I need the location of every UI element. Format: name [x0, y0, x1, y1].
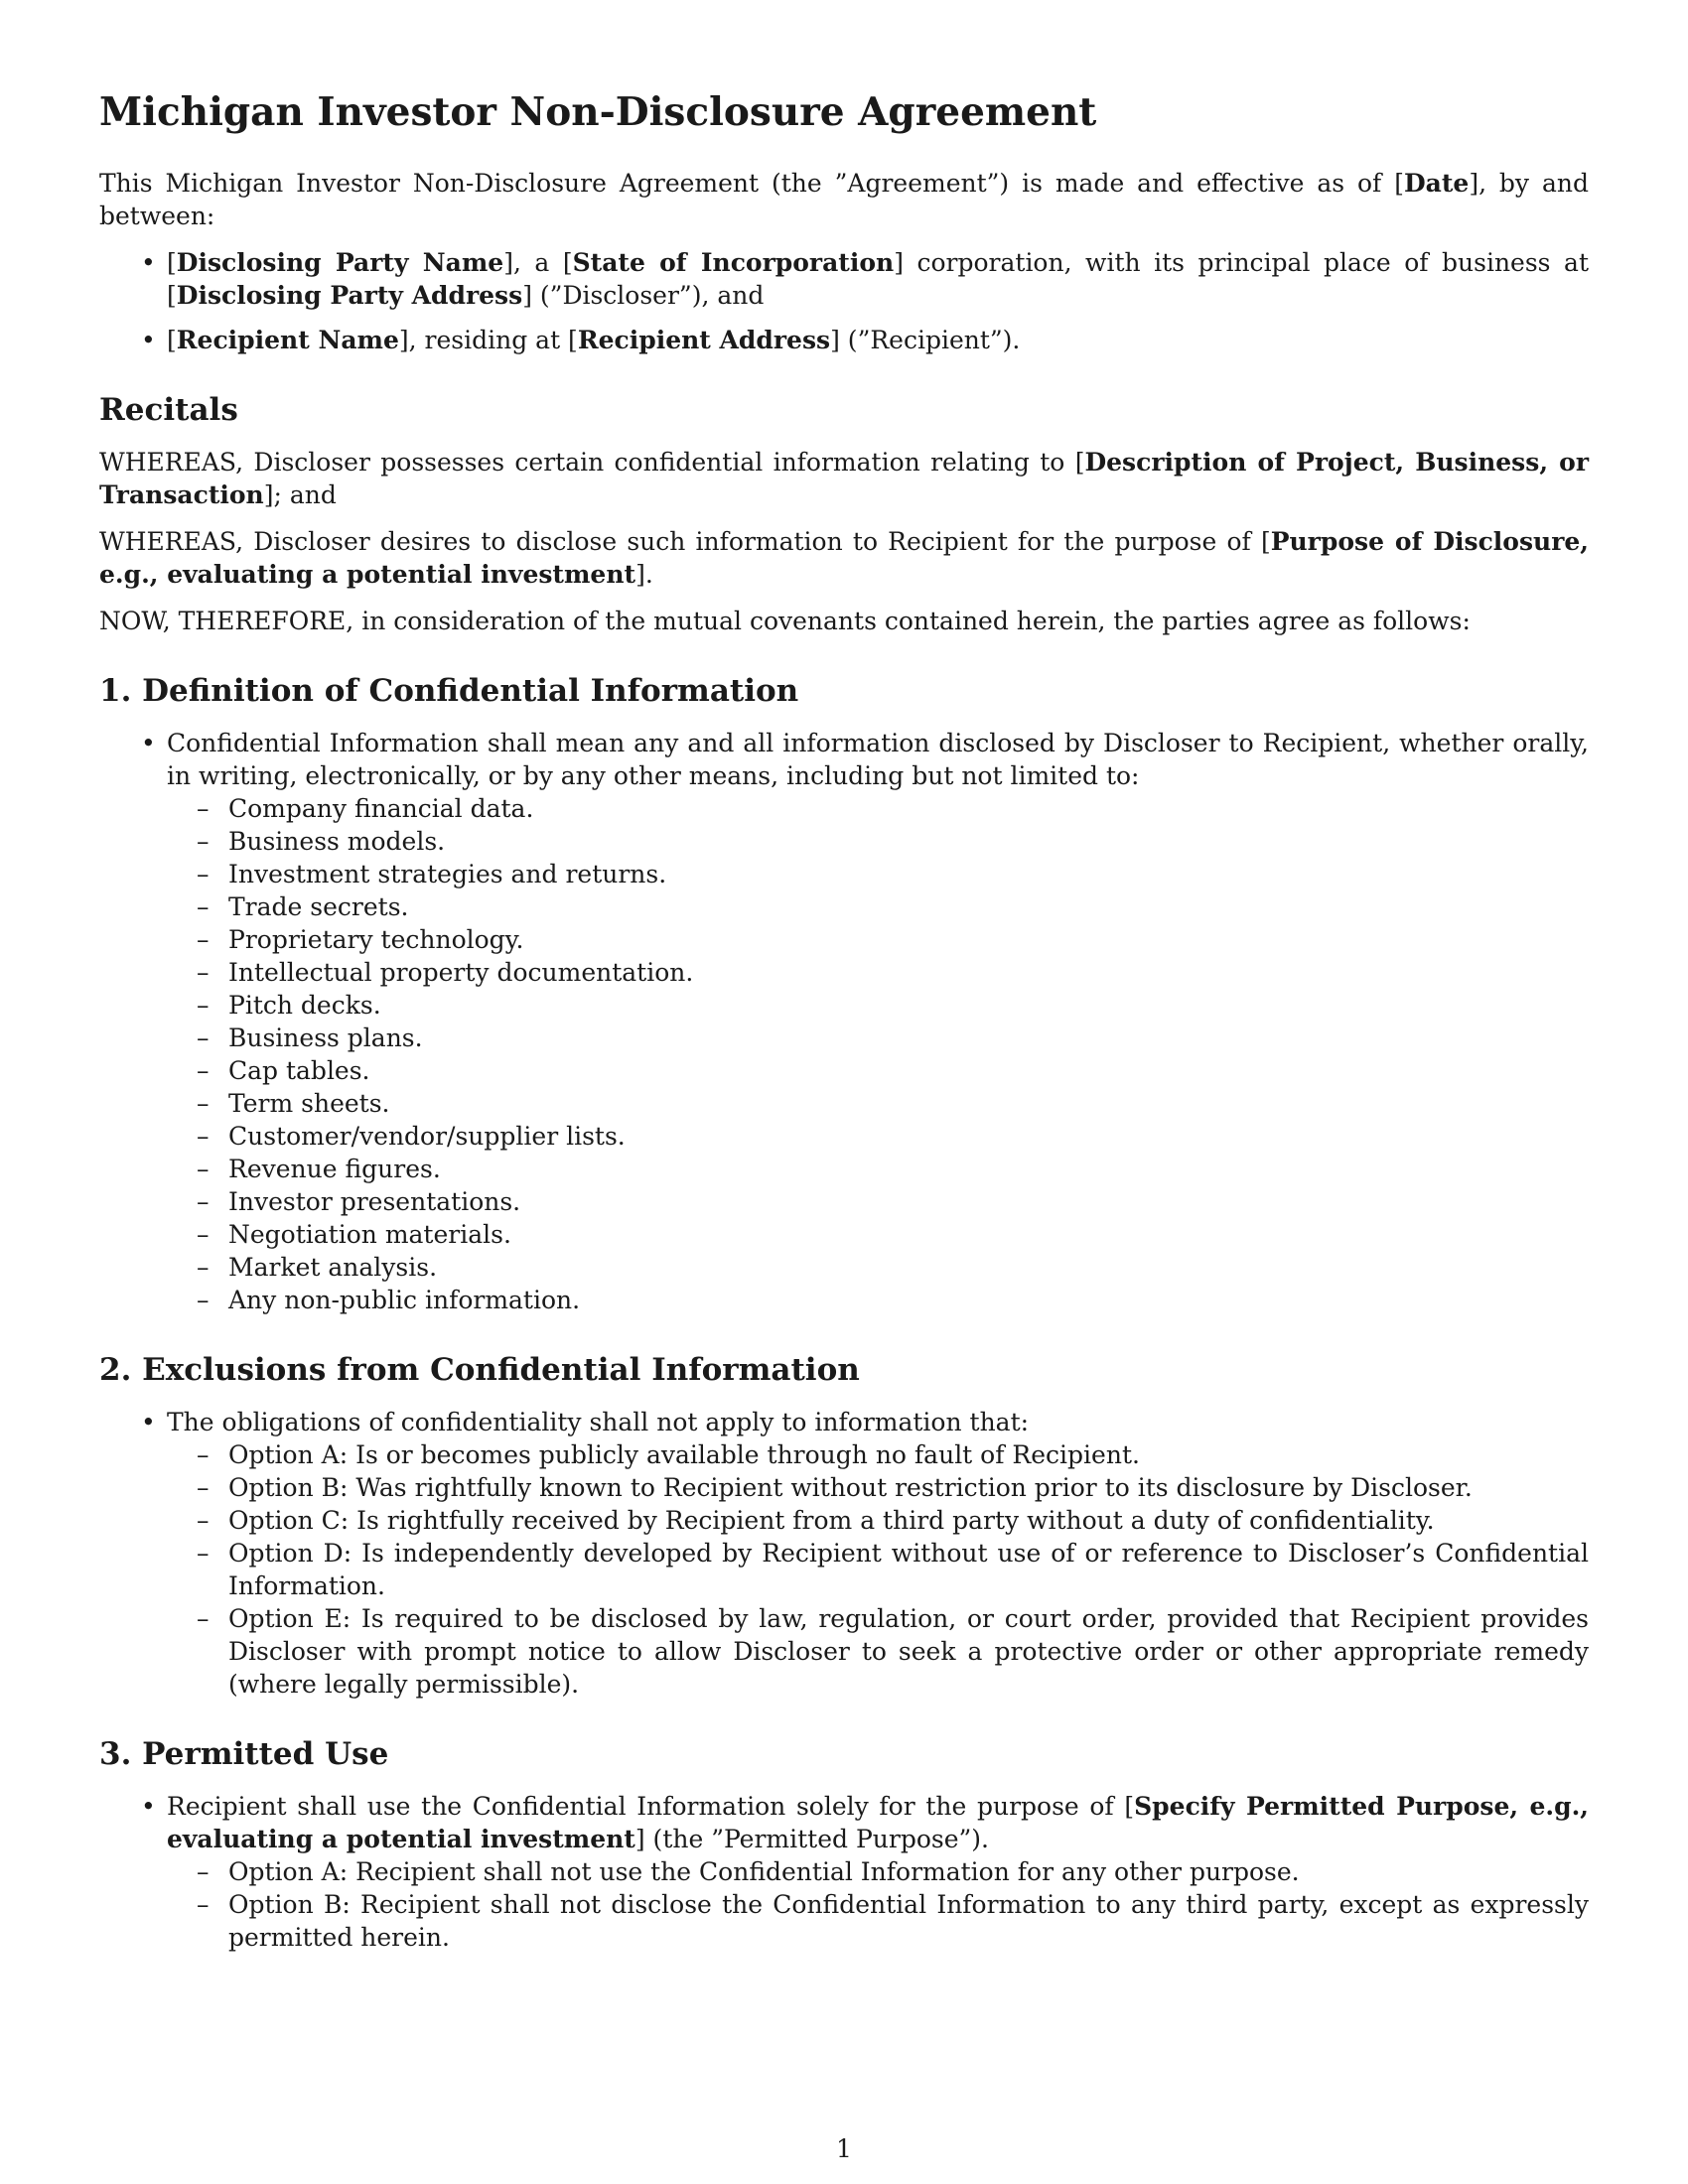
discloser-party-item: • [Disclosing Party Name], a [State of Incorporation] corporation, with its principal place of business at [Disclosing Party Address] (”Discloser”), and — [99, 246, 1589, 312]
list-item: – Option E: Is required to be disclosed by law, regulation, or court order, provided that Recipient provides Discloser with prompt notice to allow Discloser to seek a protective order or other appropriate remedy (where legally permissible). — [167, 1602, 1589, 1701]
section-3-list — [99, 1790, 1589, 1954]
purpose-placeholder: Purpose of Disclosure, e.g., evaluating a potential investment — [99, 527, 1589, 589]
list-item: – Market analysis. — [167, 1251, 1589, 1284]
list-item: – Cap tables. — [167, 1054, 1589, 1087]
recital-1: WHEREAS, Discloser possesses certain confidential information relating to [Description of Project, Business, or Transaction]; and — [99, 448, 1589, 509]
list-item: – Intellectual property documentation. — [167, 956, 1589, 989]
description-placeholder: Description of Project, Business, or Transaction — [99, 448, 1589, 509]
list-item: – Negotiation materials. — [167, 1218, 1589, 1251]
list-item: – Option C: Is rightfully received by Recipient from a third party without a duty of confidentiality. — [167, 1504, 1589, 1537]
discloser-name-placeholder: Disclosing Party Name — [176, 248, 504, 277]
section-2-item: • The obligations of confidentiality shall not apply to information that: – Option A: Is or becomes publicly available through no fault of Recipient. – Option B: Was rightfully known to Recipient without restriction prior to its disclosure by Discloser. – Option C: Is rightfully received by Recipient from a third party without a duty of confidentiality. – Option D: Is independently developed by Recipient without use of or reference to Discloser’s Confidential Information. – Option E: Is required to be disclosed by law, regulation, or court order, provided that Recipient provides Discloser with prompt notice to allow Discloser to seek a protective order or other appropriate remedy (where legally permissible). — [99, 1406, 1589, 1701]
section-1-list — [99, 727, 1589, 1316]
list-item: – Investor presentations. — [167, 1185, 1589, 1218]
discloser-address-placeholder: Disclosing Party Address — [176, 281, 523, 310]
list-item: – Any non-public information. — [167, 1284, 1589, 1316]
section-1-sublist — [167, 792, 1589, 1316]
document-title: Michigan Investor Non-Disclosure Agreement — [99, 89, 1097, 135]
list-item: – Trade secrets. — [167, 890, 1589, 923]
recitals-heading: Recitals — [99, 392, 238, 428]
recital-2: WHEREAS, Discloser desires to disclose such information to Recipient for the purpose of [Purpose of Disclosure, e.g., evaluating a potential investment]. — [99, 527, 1589, 589]
permitted-purpose-placeholder: Specify Permitted Purpose, e.g., evaluating a potential investment — [167, 1792, 1589, 1853]
list-item: – Option A: Recipient shall not use the Confidential Information for any other purpose. — [167, 1855, 1589, 1888]
list-item: – Company financial data. — [167, 792, 1589, 825]
list-item: – Proprietary technology. — [167, 923, 1589, 956]
section-2-list — [99, 1406, 1589, 1701]
section-3-heading: 3. Permitted Use — [99, 1736, 389, 1772]
list-item: – Business models. — [167, 825, 1589, 858]
now-therefore-paragraph: NOW, THEREFORE, in consideration of the mutual covenants contained herein, the parties agree as follows: — [99, 607, 1471, 635]
date-placeholder: Date — [1403, 169, 1470, 198]
recipient-address-placeholder: Recipient Address — [577, 326, 831, 354]
section-2-sublist — [167, 1438, 1589, 1701]
recipient-party-item: • [Recipient Name], residing at [Recipient Address] (”Recipient”). — [99, 324, 1589, 356]
document-page — [99, 87, 1589, 1966]
list-item: – Business plans. — [167, 1022, 1589, 1054]
list-item: – Term sheets. — [167, 1087, 1589, 1120]
section-3-sublist — [167, 1855, 1589, 1954]
list-item: – Customer/vendor/supplier lists. — [167, 1120, 1589, 1153]
state-placeholder: State of Incorporation — [572, 248, 895, 277]
list-item: – Pitch decks. — [167, 989, 1589, 1022]
list-item: – Option D: Is independently developed by Recipient without use of or reference to Discloser’s Confidential Information. — [167, 1537, 1589, 1602]
recipient-name-placeholder: Recipient Name — [176, 326, 399, 354]
intro-paragraph: This Michigan Investor Non-Disclosure Agreement (the ”Agreement”) is made and effective as of [Date], by and between: — [99, 169, 1589, 230]
section-3-item: • Recipient shall use the Confidential Information solely for the purpose of [Specify Permitted Purpose, e.g., evaluating a potential investment] (the ”Permitted Purpose”). – Option A: Recipient shall not use the Confidential Information for any other purpose. – Option B: Recipient shall not disclose the Confidential Information to any third party, except as expressly permitted herein. — [99, 1790, 1589, 1954]
section-1-heading: 1. Definition of Confidential Information — [99, 673, 799, 709]
list-item: – Option B: Recipient shall not disclose the Confidential Information to any third party, except as expressly permitted herein. — [167, 1888, 1589, 1954]
list-item: – Option B: Was rightfully known to Recipient without restriction prior to its disclosure by Discloser. — [167, 1471, 1589, 1504]
section-2-heading: 2. Exclusions from Confidential Information — [99, 1352, 860, 1388]
page-number: 1 — [836, 2134, 852, 2163]
section-1-item: • Confidential Information shall mean any and all information disclosed by Discloser to Recipient, whether orally, in writing, electronically, or by any other means, including but not limited to: – Company financial data. – Business models. – Investment strategies and returns. – Trade secrets. – Proprietary technology. – Intellectual property documentation. – Pitch decks. – Business plans. – Cap tables. – Term sheets. – Customer/vendor/supplier lists. – Revenue figures. – Investor presentations. – Negotiation materials. – Market analysis. – Any non-public information. — [99, 727, 1589, 1316]
list-item: – Revenue figures. — [167, 1153, 1589, 1185]
list-item: – Option A: Is or becomes publicly available through no fault of Recipient. — [167, 1438, 1589, 1471]
list-item: – Investment strategies and returns. — [167, 858, 1589, 890]
parties-list — [99, 246, 1589, 356]
